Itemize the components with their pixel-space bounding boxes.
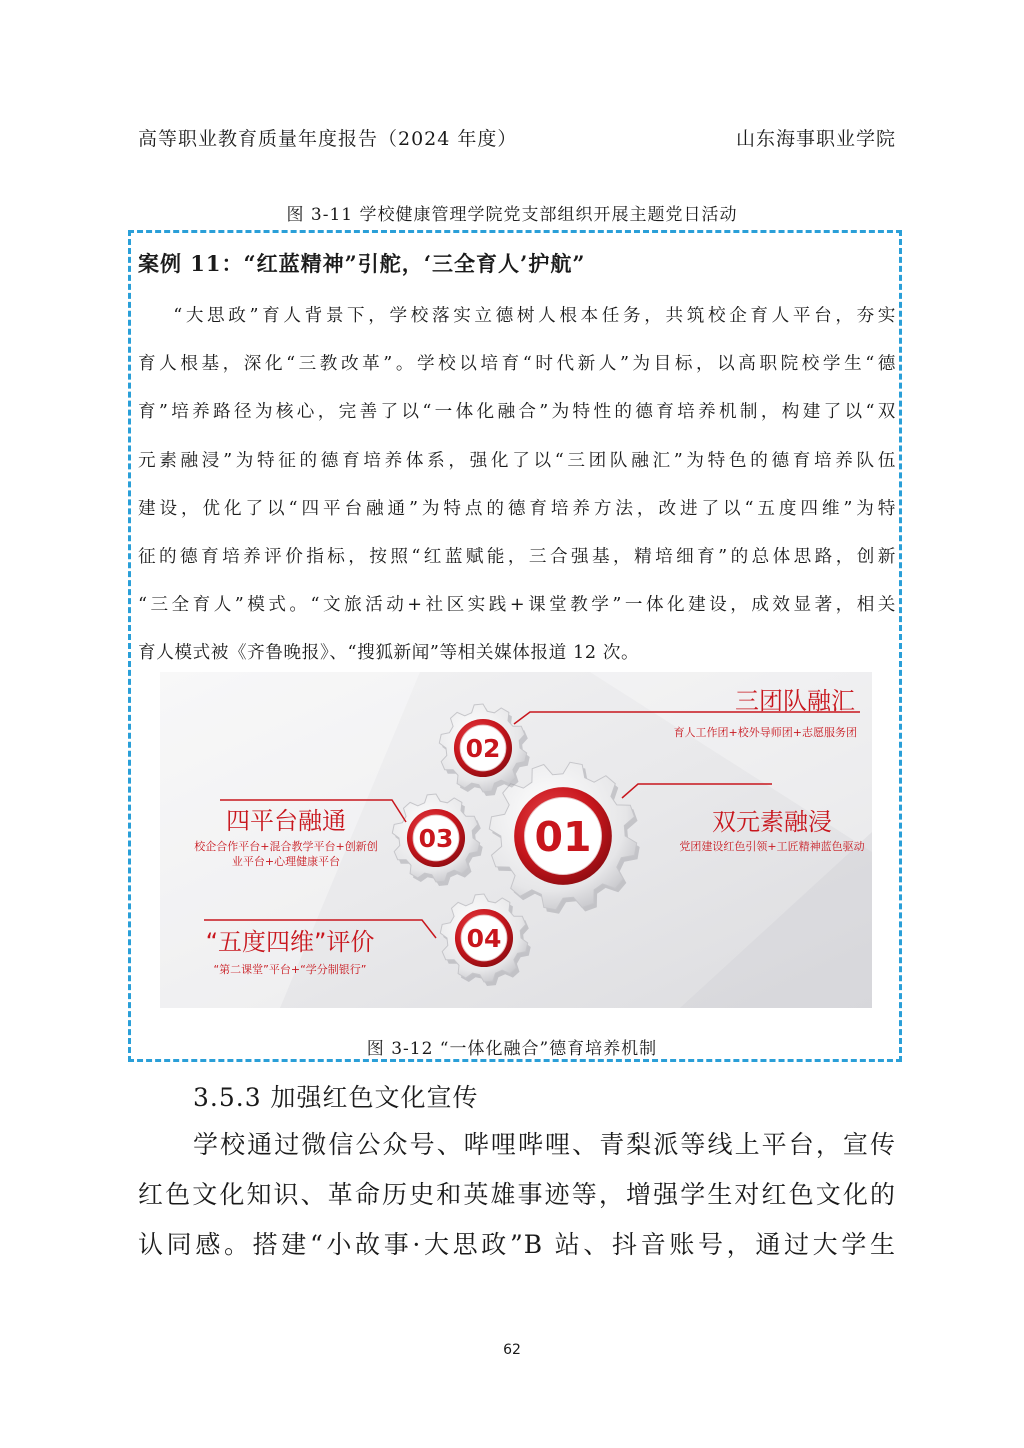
gear-01-desc: 党团建设红色引领+工匠精神蓝色驱动 [679,840,865,853]
gear-01-title: 双元素融浸 [712,808,832,836]
section-title: 3.5.3 加强红色文化宣传 [193,1083,479,1112]
case-line: 建设，优化了以“四平台融通”为特点的德育培养方法，改进了以“五度四维”为特 [138,498,896,519]
gear-03-desc-line2: 业平台+心理健康平台 [231,855,341,868]
header-report-title: 高等职业教育质量年度报告（2024 年度） [138,128,518,150]
case-line: 元素融浸”为特征的德育培养体系，强化了以“三团队融汇”为特色的德育培养队伍 [138,450,896,471]
gear-03-desc-line1: 校企合作平台+混合教学平台+创新创 [194,840,378,853]
gear-01-number: 01 [534,812,592,861]
case-line: 育人根基，深化“三教改革”。学校以培育“时代新人”为目标，以高职院校学生“德 [138,354,896,375]
gear-02-number: 02 [465,733,501,763]
section-line: 认同感。搭建“小故事·大思政”B 站、抖音账号，通过大学生 [138,1230,896,1259]
gear-02-desc: 育人工作团+校外导师团+志愿服务团 [673,726,857,739]
gear-03-title: 四平台融通 [226,807,346,835]
gear-04-number: 04 [466,923,502,953]
header-school-name: 山东海事职业学院 [735,128,896,150]
case-line: 育人模式被《齐鲁晚报》、“搜狐新闻”等相关媒体报道 12 次。 [138,643,640,664]
section-line: 红色文化知识、革命历史和英雄事迹等，增强学生对红色文化的 [138,1180,896,1209]
page-number: 62 [503,1342,521,1358]
case-line: “三全育人”模式。“文旅活动+社区实践+课堂教学”一体化建设，成效显著，相关 [138,595,896,616]
figure-3-11-caption: 图 3-11 学校健康管理学院党支部组织开展主题党日活动 [286,205,738,225]
gear-diagram [160,672,872,1008]
gear-04-title: “五度四维”评价 [205,928,375,956]
case-line: “大思政”育人背景下，学校落实立德树人根本任务，共筑校企育人平台，夯实 [173,306,896,326]
gear-04-desc: “第二课堂”平台+“学分制银行” [213,963,367,976]
gear-02-title: 三团队融汇 [735,687,855,715]
case-paragraph [138,292,896,678]
section-paragraph [138,1120,896,1270]
gear-03-number: 03 [418,823,454,853]
section-line: 学校通过微信公众号、哔哩哔哩、青梨派等线上平台，宣传 [193,1130,896,1159]
case-line: 育”培养路径为核心，完善了以“一体化融合”为特性的德育培养机制，构建了以“双 [138,402,896,423]
figure-3-12-caption: 图 3-12 “一体化融合”德育培养机制 [366,1039,658,1059]
case-line: 征的德育培养评价指标，按照“红蓝赋能，三合强基，精培细育”的总体思路，创新 [138,546,896,567]
case-title: 案例 11：“红蓝精神”引舵，‘三全育人’护航” [138,251,586,276]
